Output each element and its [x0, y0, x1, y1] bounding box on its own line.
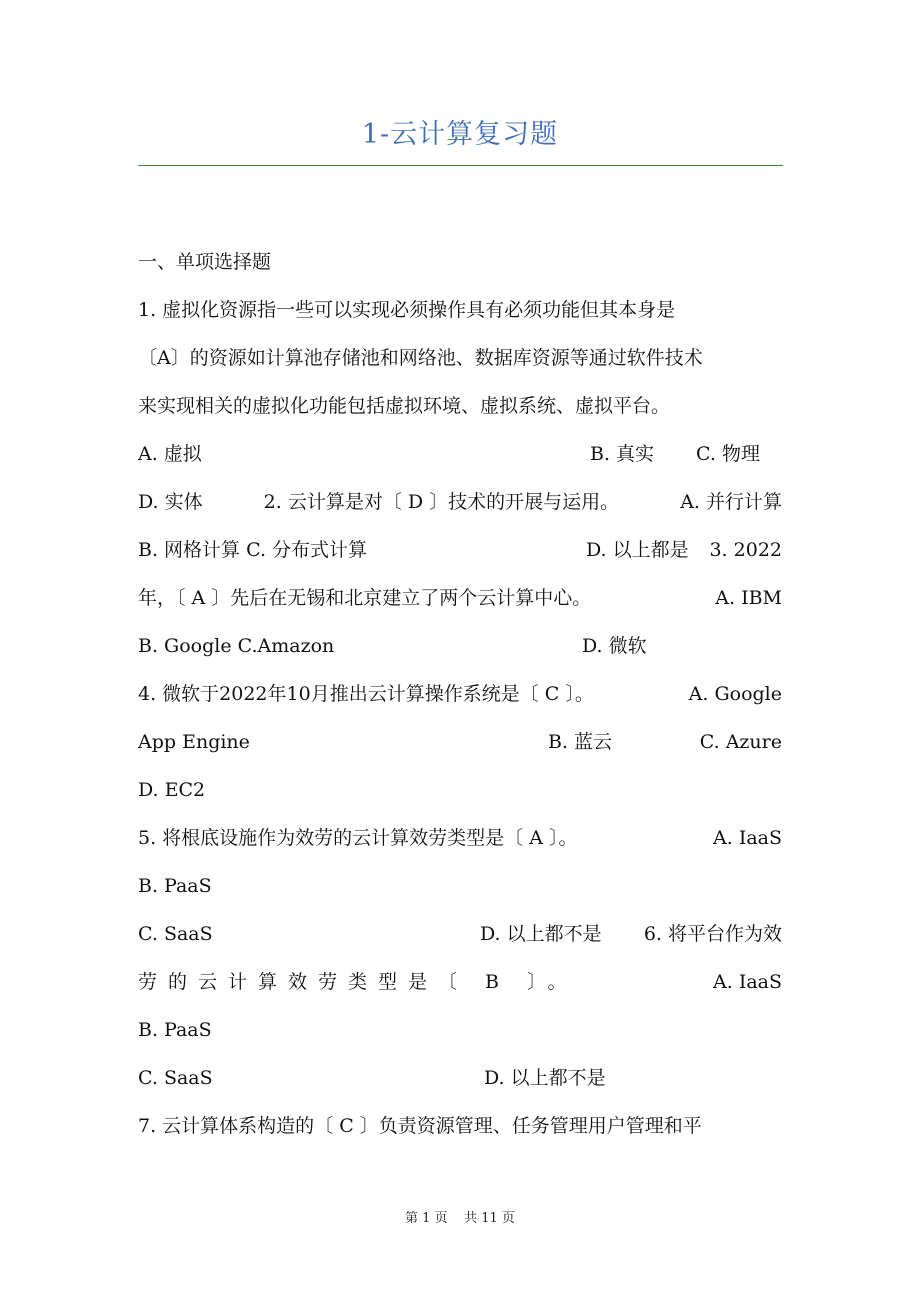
question-1-line-2: 〔A〕的资源如计算池存储池和网络池、数据库资源等通过软件技术 — [138, 347, 703, 369]
q2-option-a: A. 并行计算 — [680, 491, 782, 513]
q6-option-a: A. IaaS — [713, 971, 782, 993]
text-line-4 — [138, 442, 782, 466]
q1-option-a: A. 虚拟 — [138, 443, 202, 465]
q3-option-c: C.Amazon — [237, 635, 335, 657]
text-line-5 — [138, 490, 782, 514]
title-underline — [138, 165, 783, 166]
text-line-12 — [138, 826, 782, 850]
q3-option-a: A. IBM — [715, 587, 782, 609]
q1-option-c: C. 物理 — [696, 443, 760, 465]
page-total: 共 11 页 — [464, 1211, 515, 1226]
q6-option-b: B. PaaS — [138, 1019, 212, 1041]
q6-option-d: D. 以上都不是 — [484, 1067, 606, 1089]
text-line-7 — [138, 586, 782, 610]
q4-option-d: D. EC2 — [138, 779, 206, 801]
q5-option-c: C. SaaS — [138, 923, 213, 945]
section-heading: 一、单项选择题 — [138, 251, 272, 273]
q5-option-b: B. PaaS — [138, 875, 212, 897]
page-number: 第 1 页 — [405, 1211, 448, 1226]
question-4-stem: 4. 微软于2022年10月推出云计算操作系统是〔 C 〕。 — [138, 683, 594, 705]
question-6-start: 6. 将平台作为效 — [643, 923, 782, 945]
q2-option-c: C. 分布式计算 — [246, 539, 368, 561]
document-title: 1-云计算复习题 — [361, 119, 559, 150]
page-footer — [0, 1207, 920, 1226]
q4-option-c: C. Azure — [699, 731, 782, 753]
question-5-stem: 5. 将根底设施作为效劳的云计算效劳类型是〔 A 〕。 — [138, 827, 578, 849]
q4-option-b: B. 蓝云 — [548, 731, 613, 753]
text-line-9 — [138, 682, 782, 706]
q5-option-a: A. IaaS — [713, 827, 782, 849]
question-1-line-3: 来实现相关的虚拟化功能包括虚拟环境、虚拟系统、虚拟平台。 — [138, 395, 671, 417]
q4-option-a-cont: App Engine — [138, 731, 250, 753]
q3-option-b: B. Google — [138, 635, 232, 657]
text-line-6 — [138, 538, 782, 562]
text-line-17 — [138, 1066, 782, 1090]
q6-option-c: C. SaaS — [138, 1067, 213, 1089]
text-line-15 — [138, 970, 782, 994]
q3-option-d: D. 微软 — [582, 635, 647, 657]
question-1-line-1: 1. 虚拟化资源指一些可以实现必须操作具有必须功能但其本身是 — [138, 299, 676, 321]
q1-option-b: B. 真实 — [590, 443, 655, 465]
q4-option-a: A. Google — [688, 683, 782, 705]
text-line-8 — [138, 634, 782, 658]
q2-option-d: D. 以上都是 — [586, 539, 689, 561]
question-2-stem: 2. 云计算是对〔 D 〕技术的开展与运用。 — [263, 491, 620, 513]
question-6-stem: 劳的云计算效劳类型是〔 B 〕。 — [138, 971, 578, 993]
q1-option-d: D. 实体 — [138, 491, 203, 513]
question-3-stem: 年，〔 A 〕先后在无锡和北京建立了两个云计算中心。 — [138, 587, 592, 609]
text-line-14 — [138, 922, 782, 946]
q2-option-b: B. 网格计算 — [138, 539, 241, 561]
q5-option-d: D. 以上都不是 — [480, 923, 602, 945]
question-3-start: 3. 2022 — [709, 539, 782, 561]
text-line-10 — [138, 730, 782, 754]
question-7-line-1: 7. 云计算体系构造的〔 C 〕负责资源管理、任务管理用户管理和平 — [138, 1115, 702, 1137]
